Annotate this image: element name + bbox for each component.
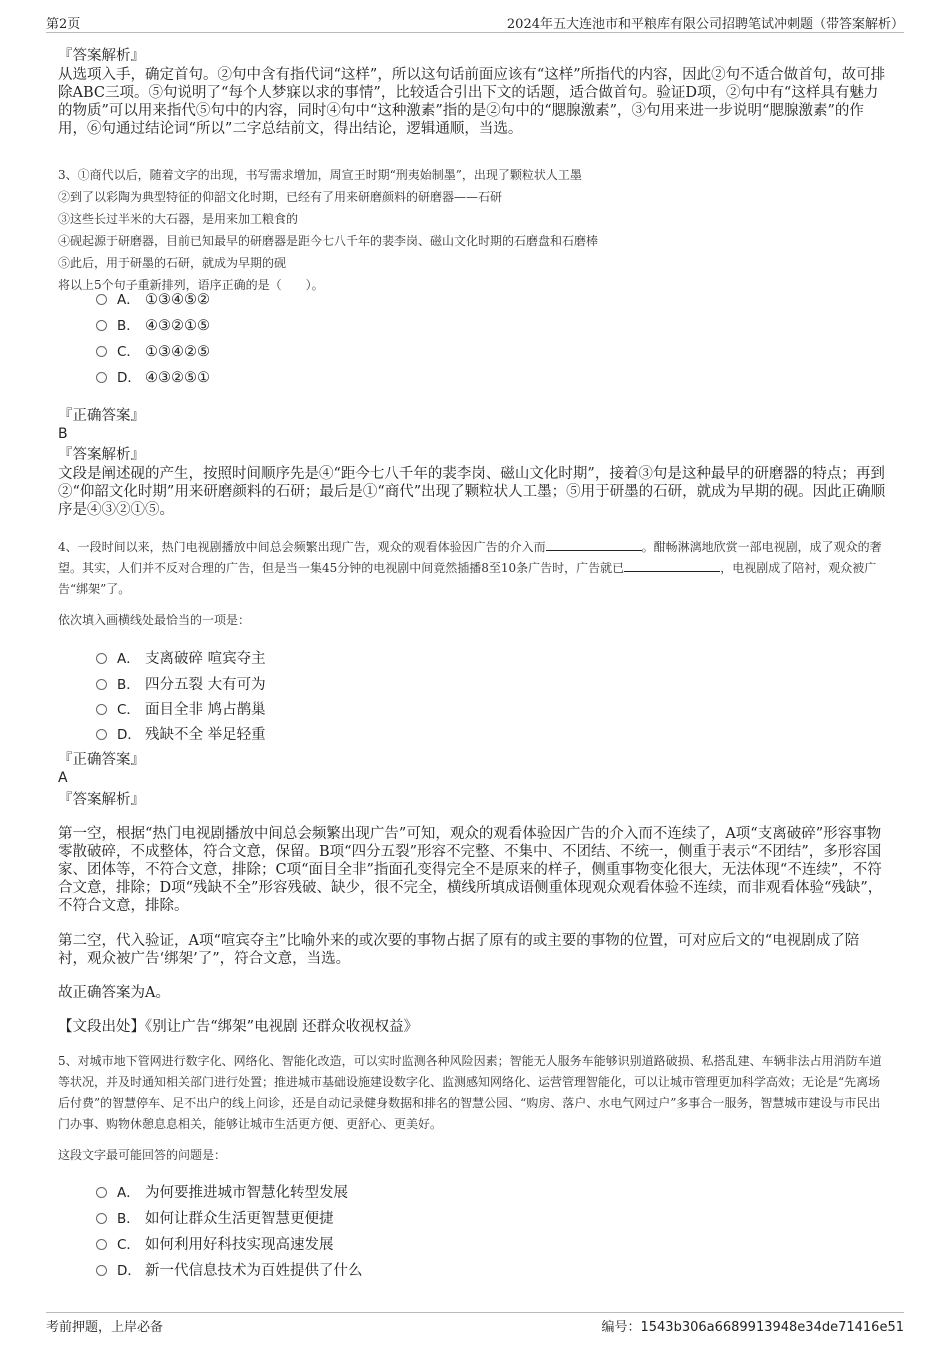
q4-option-c[interactable]: C． 面目全非 鸠占鹊巢 <box>96 698 266 718</box>
q4-explain-2: 第二空，代入验证，A项“喧宾夺主”比喻外来的或次要的事物占据了原有的或主要的事物的位置，可对应后文的“电视剧成了陪衬，观众被广告‘绑架’了”，符合文意，当选。 <box>58 933 860 967</box>
radio-icon[interactable] <box>96 372 107 383</box>
radio-icon[interactable] <box>96 294 107 305</box>
q4-correct-answer: A <box>58 770 68 786</box>
q3-line-6: 将以上5个句子重新排列，语序正确的是（ ）。 <box>58 278 324 292</box>
footer-slogan: 考前押题，上岸必备 <box>46 1320 164 1335</box>
page-number: 第2页 <box>46 17 81 32</box>
radio-icon[interactable] <box>96 1187 107 1198</box>
q3-option-b[interactable]: B． ④③②①⑤ <box>96 314 210 334</box>
page-header <box>46 10 904 33</box>
option-text: 面目全非 鸠占鹊巢 <box>145 702 266 718</box>
q5-option-b[interactable]: B． 如何让群众生活更智慧更便捷 <box>96 1207 334 1227</box>
q5-prompt: 这段文字最可能回答的问题是： <box>58 1148 227 1162</box>
option-text: ①③④②⑤ <box>145 344 210 360</box>
q3-option-a[interactable]: A． ①③④⑤② <box>96 288 210 308</box>
q3-line-2: ②到了以彩陶为典型特征的仰韶文化时期，已经有了用来研磨颜料的研磨器——石研 <box>58 190 503 204</box>
q4-option-a[interactable]: A． 支离破碎 喧宾夺主 <box>96 647 266 667</box>
option-text: 四分五裂 大有可为 <box>145 677 266 693</box>
document-id: 编号：1543b306a6689913948e34de71416e51 <box>601 1320 904 1335</box>
q3-line-1: 3、①商代以后，随着文字的出现，书写需求增加，周宣王时期“刑夷始制墨”，出现了颗粒状人工墨 <box>58 168 582 182</box>
q5-option-a[interactable]: A． 为何要推进城市智慧化转型发展 <box>96 1181 348 1201</box>
q5-stem: 5、对城市地下管网进行数字化、网络化、智能化改造，可以实时监测各种风险因素；智能无人服务车能够识别道路破损、私搭乱建、车辆非法占用消防车道等状况，并及时通知相关部门进行处置；推进城市基础设施建设数字化、监测感知网络化、运营管理智能化，可以让城市管理更加科学高效；无论是“先离场后付费”的智慧停车、足不出户的线上问诊，还是自动记录健身数据和排名的智慧公园、“购房、落户、水电气网过户”多事合一服务，智慧城市建设与市民出门办事、购物休憩息息相关，能够让城市生活更方便、更舒心、更美好。 <box>58 1054 882 1131</box>
q3-correct-label: 『正确答案』 <box>58 408 145 424</box>
option-text: 如何让群众生活更智慧更便捷 <box>145 1211 334 1227</box>
q3-line-4: ④砚起源于研磨器，目前已知最早的研磨器是距今七八千年的裴李岗、磁山文化时期的石磨盘和石磨棒 <box>58 234 599 248</box>
radio-icon[interactable] <box>96 704 107 715</box>
option-text: ①③④⑤② <box>145 292 210 308</box>
option-text: 如何利用好科技实现高速发展 <box>145 1237 334 1253</box>
option-text: 支离破碎 喧宾夺主 <box>145 651 266 667</box>
radio-icon[interactable] <box>96 1265 107 1276</box>
radio-icon[interactable] <box>96 679 107 690</box>
page-footer <box>46 1312 904 1337</box>
q3-line-3: ③这些长过半米的大石器，是用来加工粮食的 <box>58 212 299 226</box>
q4-explain-label: 『答案解析』 <box>58 792 145 808</box>
q5-option-c[interactable]: C． 如何利用好科技实现高速发展 <box>96 1233 334 1253</box>
q4-correct-label: 『正确答案』 <box>58 752 145 768</box>
q3-option-c[interactable]: C． ①③④②⑤ <box>96 340 210 360</box>
radio-icon[interactable] <box>96 729 107 740</box>
q5-option-d[interactable]: D． 新一代信息技术为百姓提供了什么 <box>96 1259 363 1279</box>
document-code: 1543b306a6689913948e34de71416e51 <box>640 1320 904 1335</box>
q2-explain-label: 『答案解析』 <box>58 48 145 64</box>
radio-icon[interactable] <box>96 1239 107 1250</box>
option-text: 为何要推进城市智慧化转型发展 <box>145 1185 348 1201</box>
option-text: ④③②⑤① <box>145 370 210 386</box>
radio-icon[interactable] <box>96 346 107 357</box>
q2-explain: 从选项入手，确定首句。②句中含有指代词“这样”，所以这句话前面应该有“这样”所指代的内容，因此②句不适合做首句，故可排除ABC三项。⑤句说明了“每个人梦寐以求的事情”，比较适合引出下文的话题，适合做首句。验证D项，②句中有“这样具有魅力的物质”可以用来指代⑤句中的内容，同时④句中“这种激素”指的是②句中的“腮腺激素”，③句用来进一步说明“腮腺激素”的作用，⑥句通过结论词“所以”二字总结前文，得出结论，逻辑通顺，当选。 <box>58 67 886 137</box>
q4-source: 【文段出处】《别让广告“绑架”电视剧 还群众收视权益》 <box>58 1019 419 1035</box>
radio-icon[interactable] <box>96 320 107 331</box>
q4-explain-1: 第一空，根据“热门电视剧播放中间总会频繁出现广告”可知，观众的观看体验因广告的介入而不连续了，A项“支离破碎”形容事物零散破碎，不成整体，符合文意，保留。B项“四分五裂”形容不完整、不集中、不团结、不统一，侧重于表示“不团结”，多形容国家、团体等，不符合文意，排除；C项“面目全非”指面孔变得完全不是原来的样子，侧重事物变化很大，无法体现“不连续”，不符合文意，排除；D项“残缺不全”形容残破、缺少，很不完全，横线所填成语侧重体现观众观看体验不连续，而非观看体验“残缺”，不符合文意，排除。 <box>58 826 883 914</box>
q3-line-5: ⑤此后，用于研墨的石研，就成为早期的砚 <box>58 256 287 270</box>
fill-blank-2 <box>624 560 720 572</box>
q3-explain: 文段是阐述砚的产生，按照时间顺序先是④“距今七八千年的裴李岗、磁山文化时期”，接着③句是这种最早的研磨器的特点；再到②“仰韶文化时期”用来研磨颜料的石研；最后是①“商代”出现了颗粒状人工墨；⑤用于研墨的石研，就成为早期的砚。因此正确顺序是④③②①⑤。 <box>58 466 886 518</box>
q4-prompt: 依次填入画横线处最恰当的一项是： <box>58 613 251 627</box>
q3-option-d[interactable]: D． ④③②⑤① <box>96 366 210 386</box>
q3-explain-label: 『答案解析』 <box>58 447 145 463</box>
radio-icon[interactable] <box>96 1213 107 1224</box>
q4-option-b[interactable]: B． 四分五裂 大有可为 <box>96 673 266 693</box>
q4-stem: 4、一段时间以来，热门电视剧播放中间总会频繁出现广告，观众的观看体验因广告的介入而 。酣畅淋漓地欣赏一部电视剧，成了观众的奢望。其实，人们并不反对合理的广告，但是当一集45分钟的电视剧中间竟然插播8至10条广告时，广告就已 ，电视剧成了陪衬，观众被广告“绑架”了。 <box>58 540 882 596</box>
q3-correct-answer: B <box>58 426 68 442</box>
radio-icon[interactable] <box>96 653 107 664</box>
option-text: 残缺不全 举足轻重 <box>145 727 266 743</box>
fill-blank-1 <box>546 539 642 551</box>
option-text: ④③②①⑤ <box>145 318 210 334</box>
document-title: 2024年五大连池市和平粮库有限公司招聘笔试冲刺题（带答案解析） <box>506 17 904 32</box>
q4-conclusion: 故正确答案为A。 <box>58 985 170 1001</box>
option-text: 新一代信息技术为百姓提供了什么 <box>145 1263 363 1279</box>
q3-stem <box>58 164 888 296</box>
q4-option-d[interactable]: D． 残缺不全 举足轻重 <box>96 723 266 743</box>
